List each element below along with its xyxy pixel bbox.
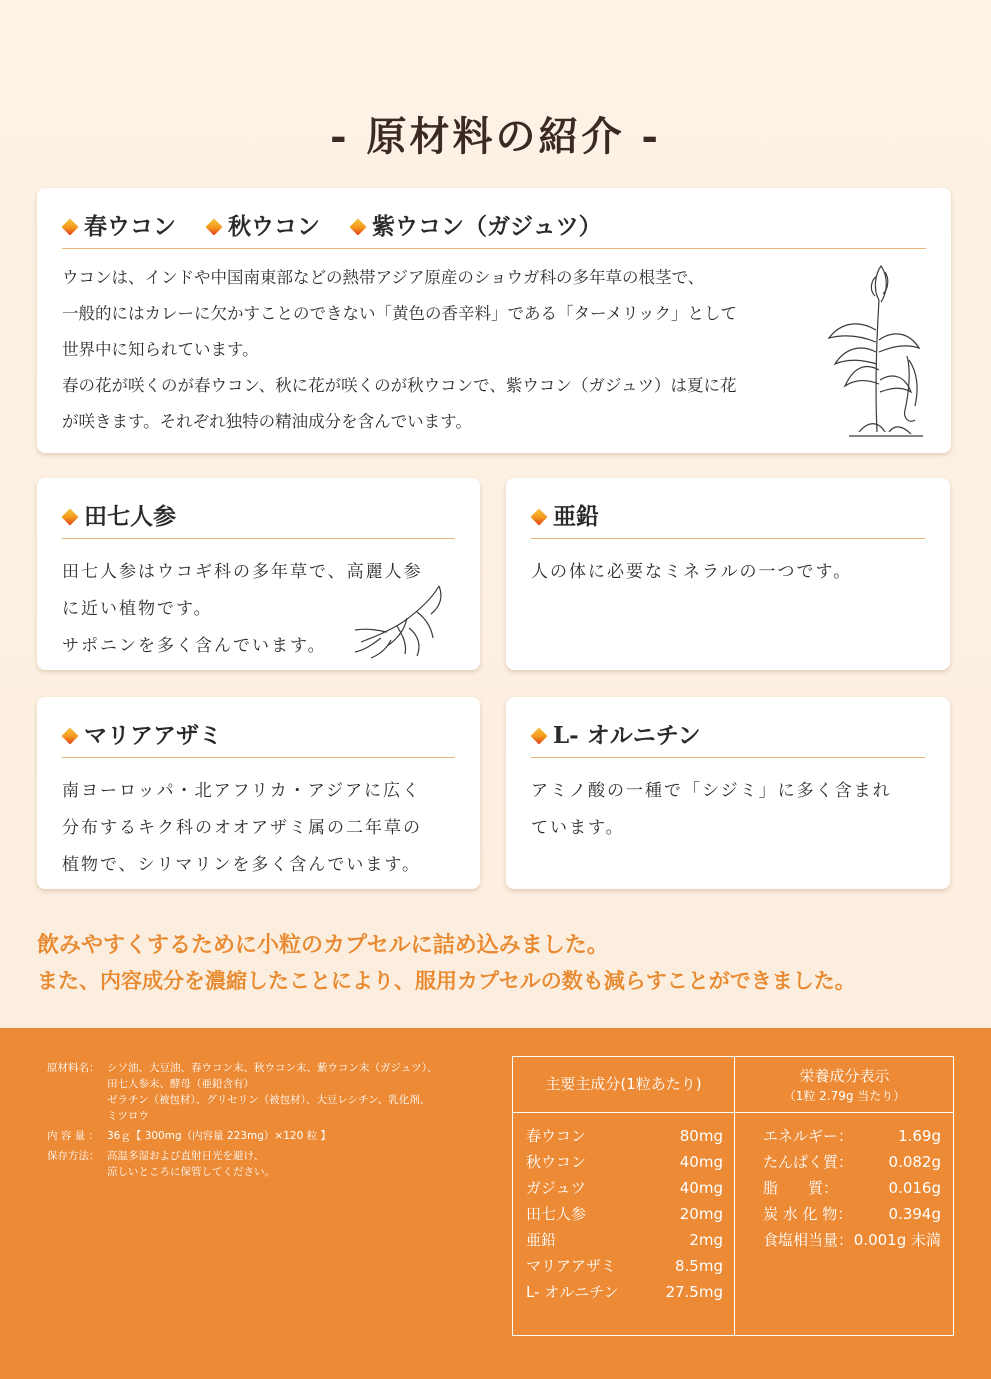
diamond-bullet-icon	[531, 508, 548, 525]
spec-ingredients-value: シソ油、大豆油、春ウコン末、秋ウコン末、紫ウコン末（ガジュツ）、 田七人参末、酵母（亜鉛含有） ゼラチン（被包材）、グリセリン（被包材）、大豆レシチン、乳化剤、 ミツロウ	[107, 1062, 438, 1122]
table-row	[526, 1149, 723, 1175]
nutrient-value: 0.394g	[888, 1205, 941, 1223]
ingredient-name: ガジュツ	[526, 1179, 586, 1197]
nutrient-value: 0.082g	[888, 1153, 941, 1171]
table-row	[763, 1123, 941, 1149]
ingredient-name: 田七人参	[526, 1205, 587, 1223]
nutrient-name: 脂 質：	[763, 1179, 839, 1197]
page-title: - 原材料の紹介 -	[329, 112, 662, 160]
thistle-card	[37, 697, 480, 889]
heading-aki-ukon: 秋ウコン	[228, 213, 321, 240]
nutrition-facts-title: 栄養成分表示	[799, 1067, 890, 1085]
nutrient-name: エネルギー：	[763, 1127, 854, 1145]
turmeric-plant-illustration	[819, 260, 929, 440]
nutrient-value: 0.016g	[888, 1179, 941, 1197]
catch-copy-line2: また、内容成分を濃縮したことにより、服用カプセルの数も減らすことができました。	[37, 969, 856, 993]
ingredient-name: 秋ウコン	[526, 1153, 587, 1171]
diamond-bullet-icon	[62, 727, 79, 744]
nutrition-facts-list	[763, 1123, 941, 1253]
spec-content-label: 内 容 量 ：	[47, 1130, 100, 1142]
diamond-bullet-icon	[206, 218, 223, 235]
ingredient-amount: 40mg	[679, 1179, 723, 1197]
ingredient-name: 亜鉛	[526, 1231, 557, 1249]
product-info-band	[0, 1028, 991, 1379]
nutrient-name: たんぱく質：	[763, 1153, 854, 1171]
ingredient-amount: 80mg	[679, 1127, 723, 1145]
spec-ingredients-label: 原材料名：	[47, 1062, 100, 1074]
table-row	[526, 1175, 723, 1201]
heading-ornithine: L- オルニチン	[553, 722, 701, 749]
nutrient-name: 食塩相当量：	[763, 1231, 854, 1249]
table-row	[526, 1201, 723, 1227]
ornithine-card	[506, 697, 950, 889]
turmeric-description: ウコンは、インドや中国南東部などの熱帯アジア原産のショウガ科の多年草の根茎で、 一般的にはカレーに欠かすことのできない「黄色の香辛料」である「ターメリック」として 世界中に知られています。 春の花が咲くのが春ウコン、秋に花が咲くのが秋ウコンで、紫ウコン（ガジュツ）は夏に花 が咲きます。それぞれ独特の精油成分を含んでいます。	[62, 268, 738, 431]
diamond-bullet-icon	[62, 218, 79, 235]
turmeric-card	[37, 188, 951, 453]
ingredient-amount: 2mg	[689, 1231, 723, 1249]
nutrition-table	[512, 1056, 954, 1336]
nutrient-name: 炭 水 化 物：	[763, 1205, 853, 1223]
ornithine-card-header	[531, 717, 925, 758]
table-row	[763, 1175, 941, 1201]
nutrient-value: 1.69g	[898, 1127, 941, 1145]
heading-thistle: マリアアザミ	[84, 722, 222, 749]
heading-zinc: 亜鉛	[553, 503, 599, 530]
ingredient-name: L- オルニチン	[526, 1283, 619, 1301]
heading-haru-ukon: 春ウコン	[84, 213, 176, 240]
main-ingredients-list	[526, 1123, 723, 1305]
spec-content-value: 36ｇ【 300mg（内容量 223mg）×120 粒 】	[107, 1130, 331, 1142]
ingredient-amount: 40mg	[679, 1153, 723, 1171]
ingredient-amount: 20mg	[679, 1205, 723, 1223]
ornithine-description: アミノ酸の一種で「シジミ」に多く含まれ ています。	[531, 781, 892, 838]
table-row	[526, 1279, 723, 1305]
product-spec	[47, 1060, 497, 1184]
table-row	[526, 1227, 723, 1253]
thistle-description: 南ヨーロッパ・北アフリカ・アジアに広く 分布するキク科のオオアザミ属の二年草の 植物で、シリマリンを多く含んでいます。	[62, 781, 422, 875]
ingredient-amount: 8.5mg	[675, 1257, 723, 1275]
ingredient-name: マリアアザミ	[526, 1257, 617, 1275]
main-ingredients-header: 主要主成分(1粒あたり)	[545, 1075, 702, 1093]
denshichi-card	[37, 478, 480, 670]
turmeric-card-header	[62, 208, 926, 249]
catch-copy-line1: 飲みやすくするために小粒のカプセルに詰め込みました。	[37, 933, 609, 958]
nutrition-facts-header	[734, 1065, 955, 1104]
table-row	[763, 1149, 941, 1175]
ginseng-root-illustration	[347, 582, 467, 662]
heading-murasaki-ukon: 紫ウコン（ガジュツ）	[372, 213, 602, 240]
zinc-card-header	[531, 498, 925, 539]
zinc-card	[506, 478, 950, 670]
spec-storage-value: 高温多湿および直射日光を避け、 涼しいところに保管してください。	[107, 1150, 275, 1178]
thistle-card-header	[62, 717, 455, 758]
table-row	[763, 1201, 941, 1227]
denshichi-card-header	[62, 498, 455, 539]
denshichi-description: 田七人参はウコギ科の多年草で、高麗人参 に近い植物です。 サポニンを多く含んでいます。	[62, 562, 423, 656]
heading-denshichi: 田七人参	[84, 503, 176, 530]
diamond-bullet-icon	[62, 508, 79, 525]
diamond-bullet-icon	[531, 727, 548, 744]
diamond-bullet-icon	[350, 218, 367, 235]
ingredient-name: 春ウコン	[526, 1127, 587, 1145]
nutrition-facts-basis: （1粒 2.79g 当たり）	[783, 1089, 906, 1103]
table-row	[526, 1123, 723, 1149]
table-row	[763, 1227, 941, 1253]
spec-storage-label: 保存方法：	[47, 1150, 100, 1162]
table-row	[526, 1253, 723, 1279]
zinc-description: 人の体に必要なミネラルの一つです。	[531, 562, 853, 582]
ingredient-amount: 27.5mg	[665, 1283, 723, 1301]
nutrient-value: 0.001g 未満	[853, 1231, 941, 1249]
